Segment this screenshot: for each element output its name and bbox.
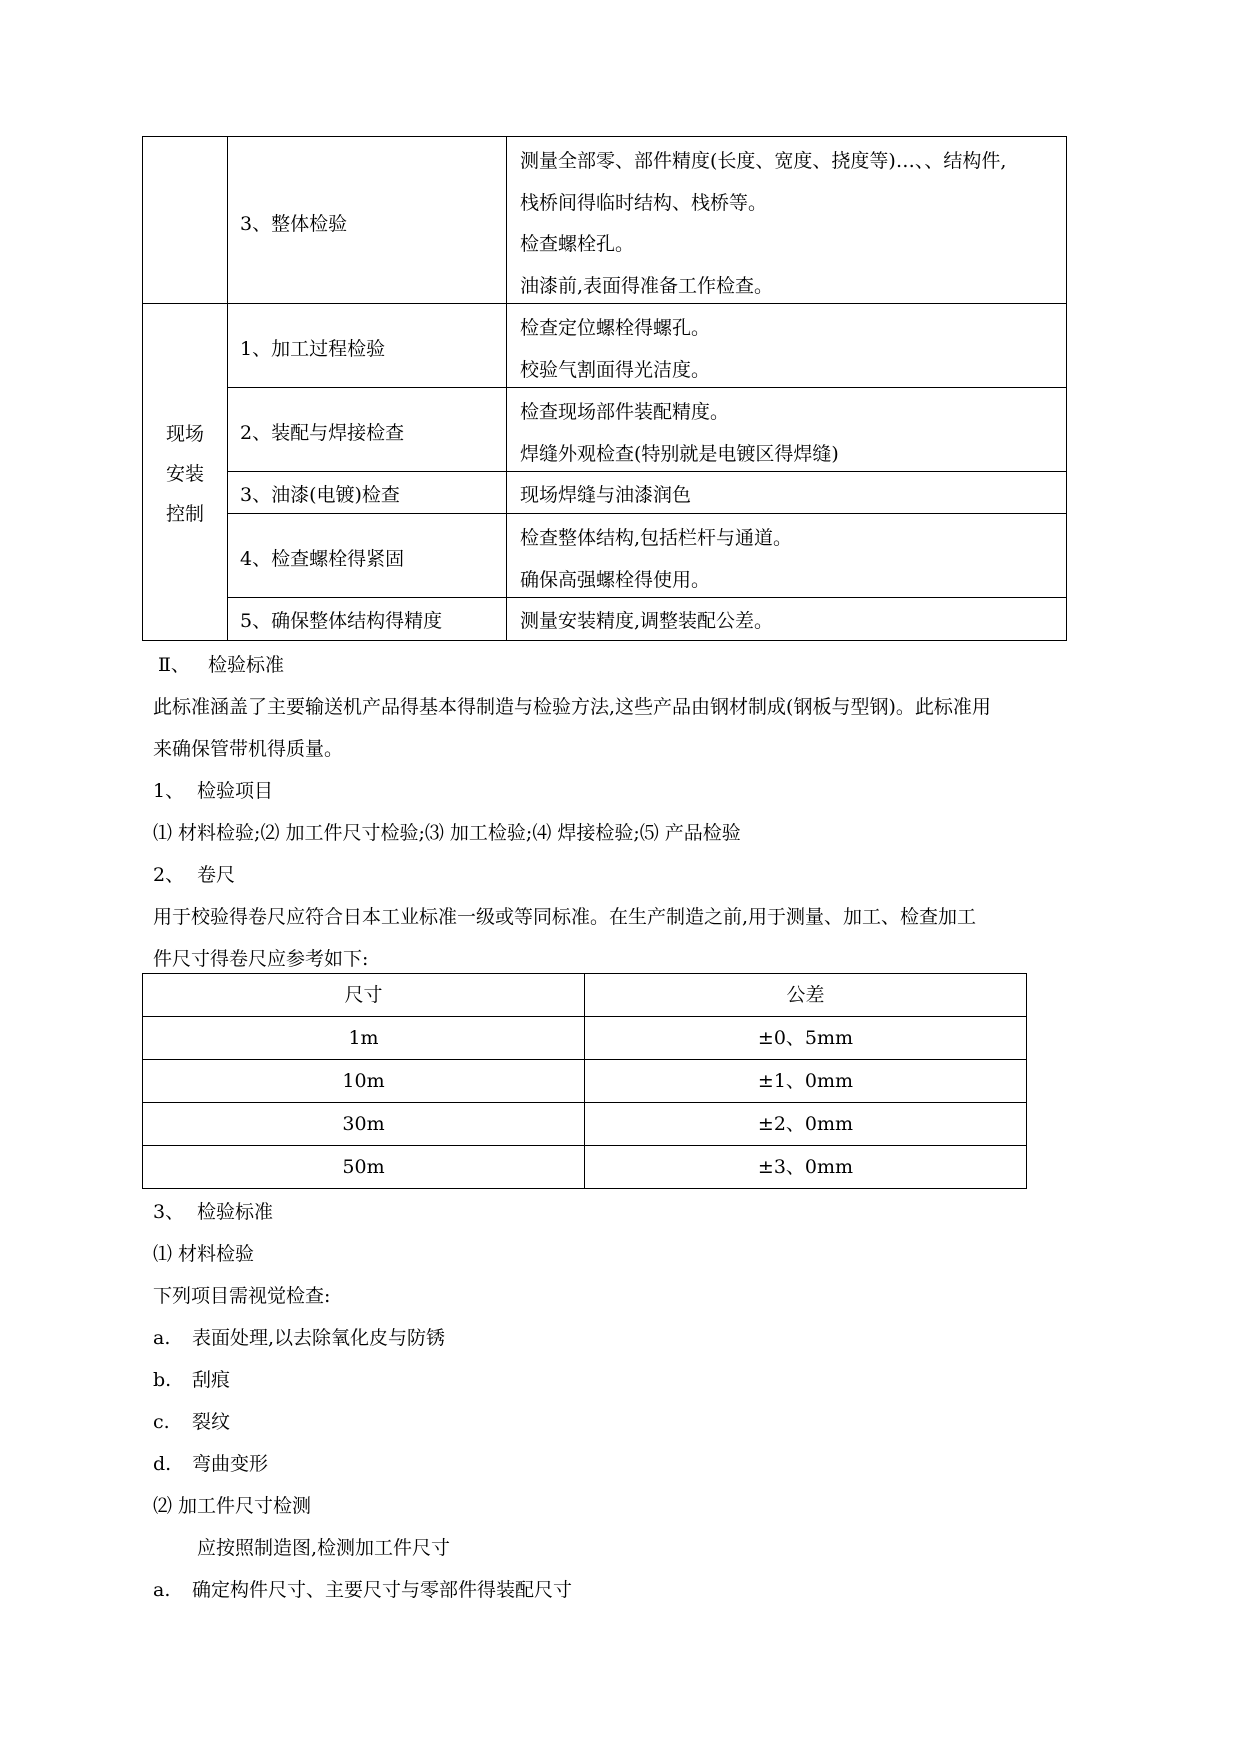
paragraph-line: 此标准涵盖了主要输送机产品得基本得制造与检验方法,这些产品由钢材制成(钢板与型钢)。此标准用 — [153, 696, 991, 718]
paragraph-line: 件尺寸得卷尺应参考如下: — [153, 948, 369, 970]
paragraph-line: 来确保管带机得质量。 — [153, 738, 344, 760]
size-cell: 10m — [143, 1060, 585, 1103]
table-item: 2、装配与焊接检查 — [240, 422, 405, 444]
inspection-list: ⑴ 材料检验;⑵ 加工件尺寸检验;⑶ 加工检验;⑷ 焊接检验;⑸ 产品检验 — [153, 822, 741, 844]
sub-heading: ⑵ 加工件尺寸检测 — [153, 1495, 312, 1517]
table-detail: 确保高强螺栓得使用。 — [520, 569, 711, 591]
item-heading: 检验项目 — [197, 780, 274, 802]
item-heading: 检验标准 — [197, 1201, 274, 1223]
table-divider — [506, 136, 507, 641]
list-marker: a. — [153, 1579, 171, 1601]
table-detail: 栈桥间得临时结构、栈桥等。 — [520, 192, 768, 214]
table-detail: 现场焊缝与油漆润色 — [520, 484, 692, 506]
list-item: 刮痕 — [192, 1369, 231, 1391]
table-detail: 检查螺栓孔。 — [520, 233, 635, 255]
table-item: 3、整体检验 — [240, 213, 348, 235]
tolerance-table — [142, 973, 1027, 1189]
tolerance-cell: ±0、5mm — [585, 1017, 1027, 1060]
list-marker: d. — [153, 1453, 172, 1475]
list-item: 裂纹 — [192, 1411, 231, 1433]
sub-heading: ⑴ 材料检验 — [153, 1243, 255, 1265]
table-detail: 测量安装精度,调整装配公差。 — [520, 610, 774, 632]
table-item: 3、油漆(电镀)检查 — [240, 484, 400, 506]
table-detail: 测量全部零、部件精度(长度、宽度、挠度等)…、、结构件, — [520, 150, 1007, 172]
table-divider — [142, 303, 1067, 304]
table-row — [143, 1103, 1027, 1146]
item-number: 3、 — [153, 1201, 185, 1223]
table-detail: 校验气割面得光洁度。 — [520, 359, 711, 381]
table-item: 1、加工过程检验 — [240, 338, 386, 360]
section-heading: 检验标准 — [208, 654, 285, 676]
tolerance-cell: ±1、0mm — [585, 1060, 1027, 1103]
tolerance-cell: ±2、0mm — [585, 1103, 1027, 1146]
table-item: 4、检查螺栓得紧固 — [240, 548, 405, 570]
list-marker: c. — [153, 1411, 170, 1433]
size-cell: 50m — [143, 1146, 585, 1189]
table-divider — [227, 387, 1067, 388]
section-number: Ⅱ、 — [158, 654, 190, 676]
size-cell: 1m — [143, 1017, 585, 1060]
table-header-row — [143, 974, 1027, 1017]
item-heading: 卷尺 — [197, 864, 236, 886]
table-detail: 检查整体结构,包括栏杆与通道。 — [520, 527, 793, 549]
column-header: 公差 — [585, 974, 1027, 1017]
table-divider — [227, 136, 228, 641]
list-marker: b. — [153, 1369, 172, 1391]
table-row — [143, 1146, 1027, 1189]
table-divider — [227, 597, 1067, 598]
table-detail: 检查定位螺栓得螺孔。 — [520, 317, 711, 339]
table-row — [143, 1060, 1027, 1103]
table-divider — [227, 513, 1067, 514]
item-number: 2、 — [153, 864, 185, 886]
table-divider — [227, 471, 1067, 472]
paragraph-line: 用于校验得卷尺应符合日本工业标准一级或等同标准。在生产制造之前,用于测量、加工、检查加工 — [153, 906, 977, 928]
list-marker: a. — [153, 1327, 171, 1349]
table-detail: 焊缝外观检查(特别就是电镀区得焊缝) — [520, 443, 839, 465]
item-number: 1、 — [153, 780, 185, 802]
table-detail: 检查现场部件装配精度。 — [520, 401, 730, 423]
paragraph-line: 应按照制造图,检测加工件尺寸 — [197, 1537, 451, 1559]
paragraph-line: 下列项目需视觉检查: — [153, 1285, 331, 1307]
table-row — [143, 1017, 1027, 1060]
column-header: 尺寸 — [143, 974, 585, 1017]
list-item: 确定构件尺寸、主要尺寸与零部件得装配尺寸 — [192, 1579, 573, 1601]
size-cell: 30m — [143, 1103, 585, 1146]
list-item: 弯曲变形 — [192, 1453, 269, 1475]
tolerance-cell: ±3、0mm — [585, 1146, 1027, 1189]
table-detail: 油漆前,表面得准备工作检查。 — [520, 275, 774, 297]
table-item: 5、确保整体结构得精度 — [240, 610, 443, 632]
list-item: 表面处理,以去除氧化皮与防锈 — [192, 1327, 446, 1349]
category-label: 现场 安装 控制 — [165, 423, 204, 525]
